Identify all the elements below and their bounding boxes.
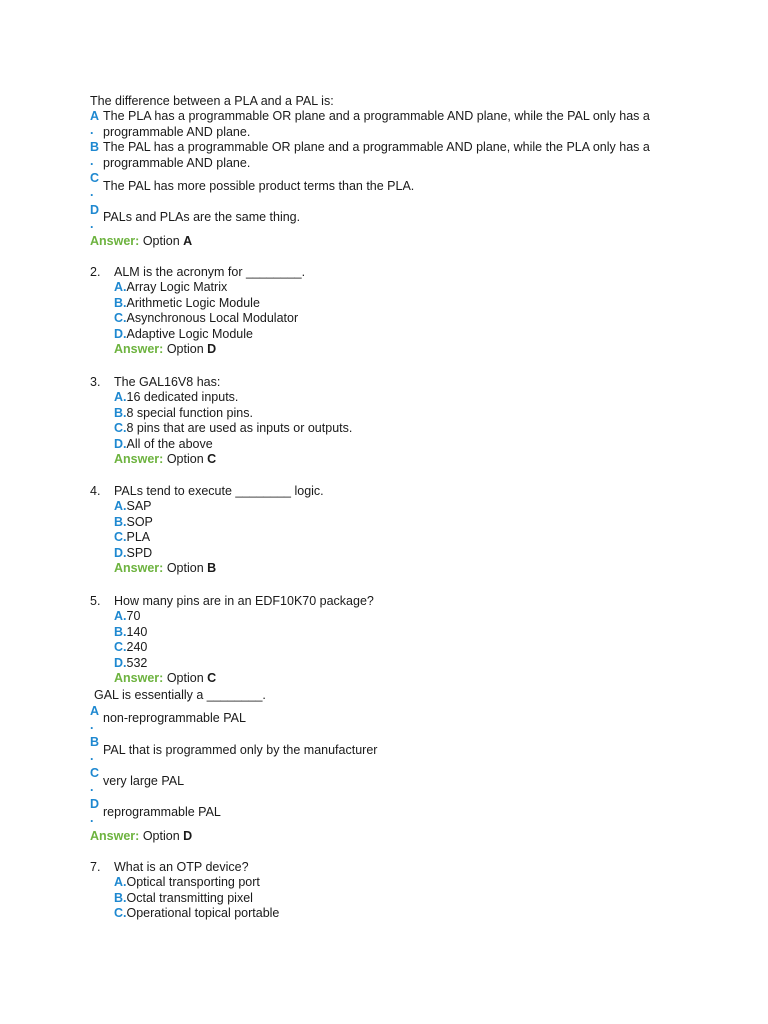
question-7-stem: 7. What is an OTP device? <box>90 860 249 874</box>
question-6-option-d-text: reprogrammable PAL <box>103 805 221 819</box>
question-5-answer: Answer: Option C <box>114 671 217 686</box>
question-4-options <box>114 499 216 577</box>
question-4-option-d: D.SPD <box>114 545 153 560</box>
question-3-option-b: B.8 special function pins. <box>114 405 253 420</box>
question-1-option-b-letter: B . <box>90 140 100 168</box>
question-4-stem: 4. PALs tend to execute ________ logic. <box>90 484 324 498</box>
question-6-option-c-text: very large PAL <box>103 774 185 788</box>
question-1-option-c-text: The PAL has more possible product terms than the PLA. <box>103 179 415 193</box>
question-6-option-b-text: PAL that is programmed only by the manufacturer <box>103 743 378 757</box>
question-1-option-c-letter: C . <box>90 171 100 199</box>
question-4-option-b: B.SOP <box>114 514 153 529</box>
question-7-option-b: B.Octal transmitting pixel <box>114 890 253 905</box>
question-1-option-b-text: The PAL has a programmable OR plane and a programmable AND plane, while the PLA only has a programmable AND plane. <box>103 140 650 170</box>
question-6-answer: Answer: Option D <box>90 829 193 843</box>
question-4-option-c: C.PLA <box>114 530 151 545</box>
question-5-option-a: A.70 <box>114 609 141 623</box>
question-3-option-d: D.All of the above <box>114 436 213 451</box>
question-5-option-b: B.140 <box>114 624 148 639</box>
question-7-options <box>114 875 279 922</box>
question-5-option-d: D.532 <box>114 655 148 670</box>
question-5-option-c: C.240 <box>114 640 148 655</box>
question-1-option-a-letter: A . <box>90 109 100 137</box>
question-1-option-d-letter: D . <box>90 203 100 231</box>
question-2-option-b: B.Arithmetic Logic Module <box>114 295 260 310</box>
question-6-stem: GAL is essentially a ________. <box>94 688 266 702</box>
question-6-option-b-letter: B . <box>90 735 100 763</box>
question-2-stem: 2. ALM is the acronym for ________. <box>90 265 306 279</box>
question-6-option-a-text: non-reprogrammable PAL <box>103 711 246 725</box>
question-5-options <box>114 609 216 687</box>
question-7-option-a: A.Optical transporting port <box>114 875 260 889</box>
question-2-answer: Answer: Option D <box>114 342 217 357</box>
question-1-stem: The difference between a PLA and a PAL is: <box>90 94 334 108</box>
question-1-answer: Answer: Option A <box>90 234 193 248</box>
question-7-option-c: C.Operational topical portable <box>114 906 280 921</box>
question-1-option-d-text: PALs and PLAs are the same thing. <box>103 210 301 224</box>
question-4-option-a: A.SAP <box>114 499 152 513</box>
question-2-options <box>114 280 298 358</box>
question-6-option-a-letter: A . <box>90 704 100 732</box>
question-3-stem: 3. The GAL16V8 has: <box>90 375 221 389</box>
question-3-answer: Answer: Option C <box>114 452 217 467</box>
question-4-answer: Answer: Option B <box>114 561 217 576</box>
question-6-option-d-letter: D . <box>90 797 100 825</box>
question-2-option-c: C.Asynchronous Local Modulator <box>114 311 299 326</box>
question-3-options <box>114 390 352 468</box>
question-3-option-a: A.16 dedicated inputs. <box>114 390 239 404</box>
question-3-option-c: C.8 pins that are used as inputs or outputs. <box>114 421 353 436</box>
question-5-stem: 5. How many pins are in an EDF10K70 package? <box>90 594 374 608</box>
question-1-option-a-text: The PLA has a programmable OR plane and a programmable AND plane, while the PAL only has a programmable AND plane. <box>103 109 650 139</box>
question-2-option-a: A.Array Logic Matrix <box>114 280 228 294</box>
question-6-option-c-letter: C . <box>90 766 100 794</box>
question-2-option-d: D.Adaptive Logic Module <box>114 326 253 341</box>
